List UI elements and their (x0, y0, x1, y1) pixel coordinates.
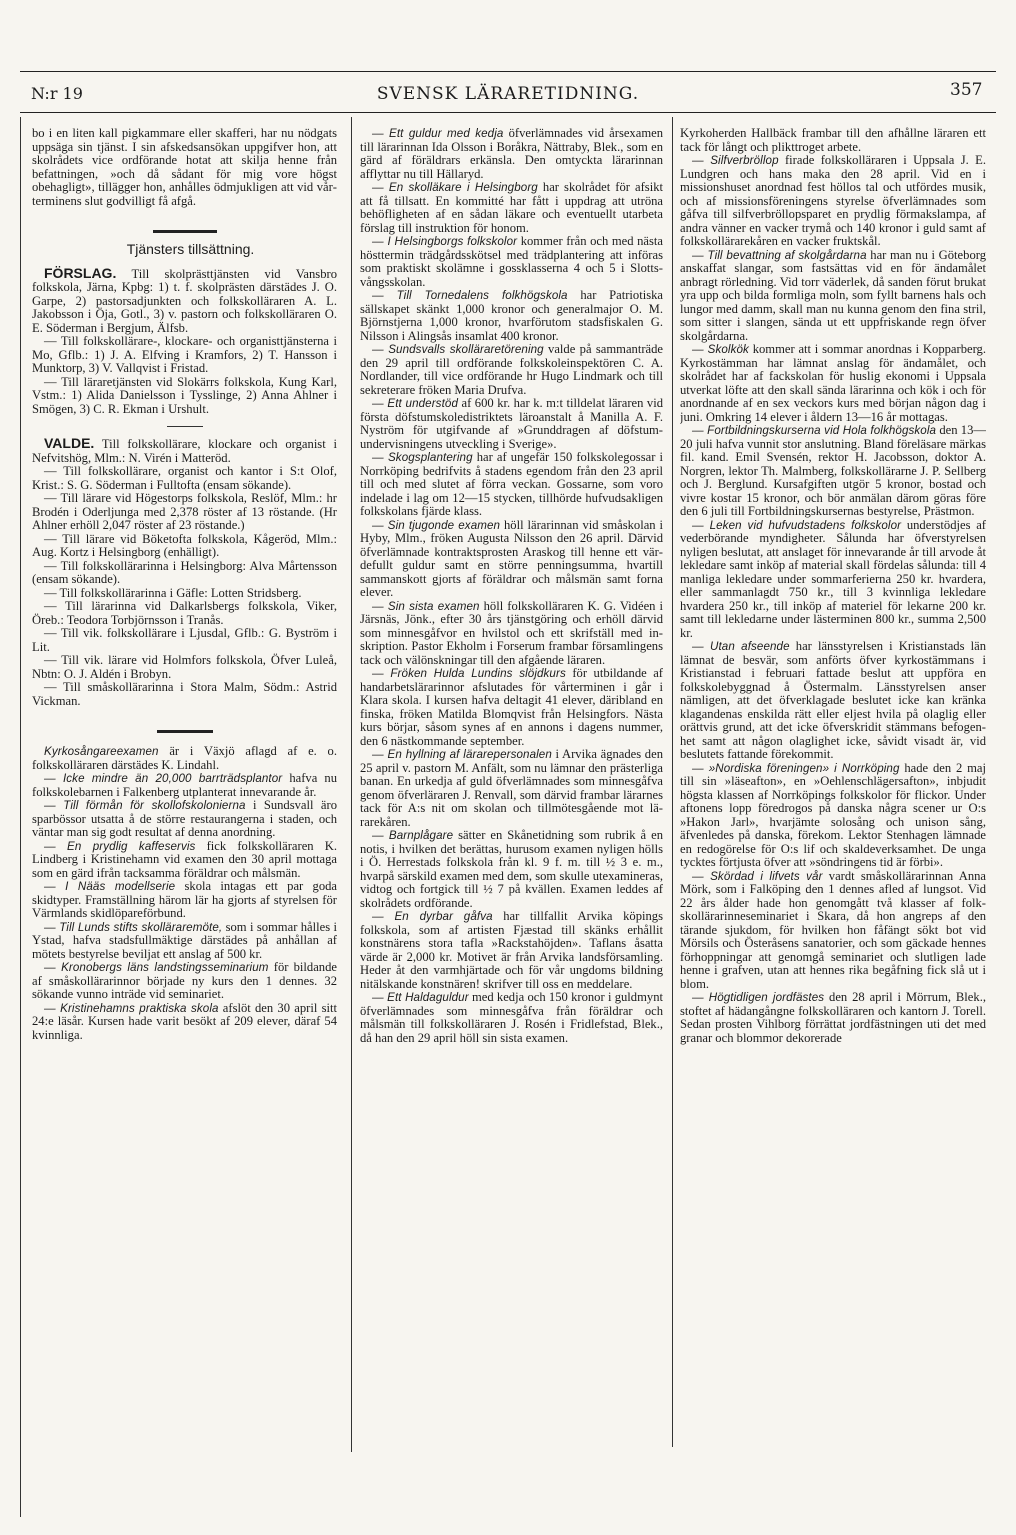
news-item-lead: — En skolläkare i Helsingborg (372, 181, 538, 194)
news-item (360, 181, 663, 235)
news-item (32, 1002, 337, 1043)
news-item (360, 343, 663, 397)
valde-text-5: — Till folkskollärarinna i Helsingborg: Alva Mårtensson (ensam sökande). (32, 558, 337, 586)
news-item (360, 289, 663, 343)
news-item-lead: — Ett guldur med kedja (372, 127, 504, 140)
news-item (360, 991, 663, 1045)
news-item-lead: — Kristinehamns praktiska skola (44, 1001, 219, 1015)
news-item (360, 127, 663, 181)
news-item (680, 424, 986, 519)
news-item (680, 249, 986, 344)
news-item (32, 921, 337, 962)
masthead-title: SVENSK LÄRARETIDNING. (376, 84, 640, 104)
news-item-lead: — En hyllning af lärarepersonalen (372, 748, 552, 761)
news-item-lead: — Sundsvalls skolläraretörening (372, 343, 544, 356)
column-3 (680, 127, 986, 1452)
news-item-text: af 600 kr. har k. m:t tilldelat läraren vid första döfstumskoledistriktets läroanstalt å Manilla A. F. Nyström för utgifvande af »Grunddragen af döfstumundervisningens utveckling i Sverige». (360, 396, 663, 451)
news-list-col1 (32, 745, 337, 1042)
news-item-lead: — I Helsingborgs folkskolor (372, 235, 518, 248)
news-item-lead: — Sin sista examen (372, 599, 480, 613)
valde-heading: VALDE. (44, 435, 95, 451)
news-item-lead: — Till Tornedalens folkhögskola (372, 289, 568, 302)
news-item (680, 870, 986, 992)
news-item-lead: — Fröken Hulda Lundins slöjdkurs (372, 667, 566, 680)
valde-text-8: — Till vik. folkskollärare i Ljusdal, Gflb.: G. Byström i Lit. (32, 626, 337, 654)
valde-text-1: Till folkskollärare, klockare och organist i Nefvitshög, Mlm.: N. Virén i Matteröd. (32, 437, 337, 465)
news-item-lead: — »Nordiska föreningen» i Norrköping (692, 761, 900, 775)
news-item (32, 961, 337, 1002)
news-item (360, 397, 663, 451)
news-item-text: understödjes af vederbörande myndigheter. Sålunda har öfverstyrelsen nyligen beslutat, att anslaget för innevarande år till arvode åt lekledare samt inköp af material skall fördelas sålunda: till 4 manliga lekledare under sommarferierna 250 kr. hvardera, eller sammanlagdt 750 kr., till 3 kvinnliga lekledare hvardera 250 kr., till inköp af materiel för lekarne 200 kr. samt till lekledarne under lästerminen 800 kr., summa 2,500 kr. (680, 517, 986, 640)
news-item-lead: — En dyrbar gåfva (372, 910, 493, 923)
valde-text-2: — Till folkskollärare, organist och kantor i S:t Olof, Krist.: S. G. Söderman i Fulltofta (ensam sökande). (32, 464, 337, 492)
news-item (32, 745, 337, 772)
valde-text-10: — Till småskollärarinna i Stora Malm, Södm.: Astrid Vickman. (32, 680, 337, 708)
news-item (360, 600, 663, 668)
news-item-text: har af ungefär 150 folkskolegossar i Norrköping bedrifvits å stadens egendom från den 23 april till och med slutet af förra veckan. Gossarne, som voro indelade i lag om 12—15 stycken, tillhörde hufvudsakligen folkskolans fjärde klass. (360, 450, 663, 518)
valde-text-3: — Till lärare vid Högestorps folkskola, Reslöf, Mlm.: hr Brodén i Oderljunga med 2,378 röster af 13 röstande. (Hr Ahlner erhöll 2,047 röster af 23 röstande.) (32, 491, 337, 532)
news-item (680, 640, 986, 762)
header-rule (20, 112, 996, 113)
news-item-lead: — En prydlig kaffeservis (44, 839, 196, 853)
top-rule (20, 71, 996, 72)
news-item-text: kommer att i sommar anordnas i Kopparberg. Kyrkostämman har lämnat anslag för ändamålet, och skolrådet har af fackskolan för huslig ekonomi i Uppsala utverkat löfte att den skall sända lärarinna och kök i och för anordnande af en sex veckors kurs med början någon dag i juni. Omkring 14 elever i åldern 13—16 år mottagas. (680, 342, 986, 424)
news-item (360, 910, 663, 991)
news-item-text: med kedja och 150 kronor i guldmynt öfverlämnades som minnesgåfva från föräldrar och målsmän till folkskolläraren J. Rosén i Fridlefstad, Blek., då han den 29 april höll sin sista examen. (360, 990, 663, 1045)
section-title: Tjänsters tillsättning. (126, 241, 255, 257)
news-item-text: fick folkskolläraren K. Lindberg i Kristinehamn vid examen den 30 april mottaga som en gärd ifrån tacksamma föräldrar och målsmän. (32, 838, 337, 880)
news-item-lead: Kyrkosångareexamen (44, 745, 159, 758)
news-item-lead: — Till förmån för skollofskolonierna (44, 799, 246, 812)
news-item-text: har Patriotiska sällskapet skänkt 1,000 kronor och generalmajor O. M. Björnstjerna 1,000 kronor, hvarförutom stadsfiskalen G. Nilsson i Alingsås insamlat 400 kronor. (360, 288, 663, 343)
news-item (32, 772, 337, 799)
news-item-lead: — Ett understöd (372, 397, 458, 410)
news-item-lead: — Barnplågare (372, 829, 454, 842)
forslag-heading: FÖRSLAG. (44, 264, 117, 281)
issue-number: N:r 19 (31, 84, 83, 103)
news-item-text: vardt småskollärarinnan Anna Mörk, som i Falköping den 1 dennes afled af lungsot. Vid 22 års ålder hade hon genomgått två klasser af folkskollärarinneseminariet i Skara, då hon angreps af den tärande sjukdom, för hvilken hon fåfängt sökt bot vid Mörsils och Österåsens sanatorier, och som gäckade hennes förhoppningar att genomgå seminariet och slutligen lade henne i grafven, utan att hennes rika begåfning fick slå ut i blom. (680, 868, 986, 991)
news-item (360, 748, 663, 829)
news-item (680, 762, 986, 870)
news-item (360, 519, 663, 600)
news-item (360, 235, 663, 289)
news-item-text: har länsstyrelsen i Kristianstads län lämnat de besvär, som anförts öfver kyrkostämmans i Kristianstad i februari fattade beslut att uppföra en folkskolebyggnad å Östermalm. Länsstyrelsen anser nämligen, att det öfverklagade beslutet icke kan kränka klagandenas enskilda rätt eller eljest hvila på olaglig eller orättvis grund, att det icke öfverskridit stämmans befogenhet samt att någon olaglighet icke, såvidt visadt är, vid beslutets fattande förekommit. (680, 639, 986, 761)
news-item-text: hade den 2 maj till sin »läseafton», en »Oehlenschlägersafton», inbjudit högsta klassen af Norrköpings folkskolor för flickor. Under aftonens lopp föredrogos på danska några scener ur O:s »Hakon Jarl», hvarjämte solosång och unison sång, äfvenledes på danska, förekom. Lektor Stenhagen lämnade en redogörelse för O:s lif och skaldeverksamhet. De unga tycktes förtjusta öfver att »söndringens tid är förbi». (680, 760, 986, 869)
news-item (680, 127, 986, 154)
forslag-text-1: Till skolprästtjänsten vid Vansbro folkskola, Järna, Kpbg: 1) t. f. skolprästen därstädes J. O. Garpe, 2) pastorsadjunkten och folkskolläraren A. L. Jakobsson i Öja, Gotl., 3) v. pastorn och folkskolläraren O. E. Söderman i Bergjum, Älfsb. (32, 266, 337, 335)
news-item-text: som i sommar hålles i Ystad, hafva stadsfullmäktige därstädes på anhållan af mötets bestyrelse beviljat ett anslag af 500 kr. (32, 919, 337, 961)
news-item-text: har man nu i Göteborg anskaffat slangar, som fastsättas vid en för ändamålet anbragt rörledning. Vid torr väderlek, då sanden förut brukat yra upp och bilda formliga moln, som fyllt barnens hals och lungor med damm, skall man nu kunna genom den fina stril, som sitter i slangen, sända ut ett uppfriskande regn öfver skolgårdarna. (680, 247, 986, 343)
news-item (360, 451, 663, 519)
news-item-text: afslöt den 30 april sitt 24:e läsår. Kursen hade varit besökt af 209 elever, däraf 54 kvinnliga. (32, 1000, 337, 1042)
news-item-lead: — Till Lunds stifts skolläraremöte, (44, 920, 223, 934)
news-item-text: hafva nu folkskolebarnen i Falkenberg utplanterat innevarande år. (32, 771, 337, 799)
news-item-lead: — Utan afseende (692, 640, 790, 653)
news-item-text: den 13—20 juli hafva vunnit stor anslutning. Bland föreläsare märkas fil. kand. Emil Svensén, rektor H. Jacobsson, doktor A. Norgren, lektor Th. Malmberg, folkskollärarne J. P. Sellberg och J. Berglund. Kursafgiften utgör 5 kronor, bostad och vivre kostar 15 kronor, och bör anmälan därom göras före den 6 juli till Fortbildningskursernas bestyrelse, Prästmon. (680, 423, 986, 518)
news-item-lead: — Skogsplantering (372, 451, 473, 464)
forslag-text-2: — Till folkskollärare-, klockare- och organisttjänsterna i Mo, Gflb.: 1) J. A. Elfving i Kramfors, 2) T. Hansson i Munktorp, 3) V. Vallqvist i Fristad. (32, 334, 337, 375)
column-2 (360, 127, 663, 1452)
news-item-text: öfverlämnades vid årsexamen till lärarinnan Ida Olsson i Boråkra, Nättraby, Blek., som en gärd af föräldrars erkänsla. Den omtyckta lärarinnan afflyttar nu till Hällaryd. (360, 127, 663, 181)
news-item-text: firade folkskolläraren i Uppsala J. E. Lundgren och hans maka den 28 april. Vid en i missionshuset anordnad fest höllos tal och utfördes musik, och af missionsföreningens styrelse öfverlämnades som gåfva till silfverbröllopsparet en prydlig förmakslampa, af andra vänner en vacker trymå och 140 kronor i guld samt af folkskollärarekåren en vacker fruktskål. (680, 153, 986, 248)
news-item-lead: — Högtidligen jordfästes (692, 991, 825, 1004)
news-item-lead: — Ett Haldaguldur (372, 991, 469, 1004)
news-item-lead: — Till bevattning af skolgårdarna (692, 248, 867, 262)
valde-text-4: — Till lärare vid Böketofta folkskola, Kågeröd, Mlm.: Aug. Kortz i Helsingborg (enhälligt). (32, 531, 337, 559)
news-item-text: har skolrådet för afsikt att få tillsatt. En kommitté har fått i uppdrag att utröna behöfligheten af en sådan läkare och eventuellt utarbeta förslag till instruktion för honom. (360, 180, 663, 235)
news-item-text: har tillfallit Arvika köpings folkskola, som af artisten Fjæstad till skänks erhållit konstnärens stora tafla »Rackstahöjden». Taflans åsatta värde är 2,000 kr. Motivet är från Arvika landsförsamling. Heder åt den varmhjärtade och för vår ungdoms bildning nitälskande konstnären! skrifver till oss en meddelare. (360, 909, 663, 991)
column-divider-2 (672, 117, 673, 1447)
news-item-lead: — Skolkök (692, 343, 749, 356)
news-item (32, 799, 337, 840)
news-item-text: skola intagas ett par goda skidtyper. Framställning härom lär ha gjorts af styrelsen för Värmlands skidlöpareförbund. (32, 879, 337, 920)
news-item (32, 880, 337, 921)
news-item-lead: — Sin tjugonde examen (372, 518, 501, 532)
news-item (680, 991, 986, 1045)
news-item-lead: — Skördad i lifvets vår (692, 869, 823, 883)
news-item-text: är i Växjö aflagd af e. o. folkskolläraren därstädes K. Lindahl. (32, 744, 337, 772)
news-item-text: Kyrkoherden Hallbäck frambar till den afhållne läraren ett tack för långt och plikttroget arbete. (680, 127, 986, 154)
news-item (680, 154, 986, 249)
valde-text-7: — Till lärarinna vid Dalkarlsbergs folkskola, Viker, Öreb.: Teodora Torbjörnsson i Tranås. (32, 599, 337, 627)
news-item-text: höll lärarinnan vid småskolan i Hyby, Mlm., fröken Augusta Nilsson den 26 april. Därvid öfverlämnade kontraktsprosten Araskog till henne ett värdefullt guldur samt en större penningsumma, hvartill sammanskott gjorts af föräldrar och målsmän samt forna elever. (360, 517, 663, 599)
news-item-lead: — I Nääs modellserie (44, 880, 176, 893)
news-item (360, 829, 663, 910)
valde-text-9: — Till vik. lärare vid Holmfors folkskola, Öfver Luleå, Nbtn: O. J. Aldén i Brobyn. (32, 653, 337, 681)
column-1 (32, 127, 337, 1457)
news-item (680, 519, 986, 641)
left-border (20, 117, 21, 1517)
news-item-text: i Sundsvall äro sparbössor utsatta å de större restaurangerna i staden, och väntar man sig godt resultat af denna anordning. (32, 798, 337, 839)
news-item-lead: — Icke mindre än 20,000 barrträdsplantor (44, 772, 283, 785)
column-divider-1 (351, 117, 352, 1452)
news-item (680, 343, 986, 424)
news-item-text: sätter en Skånetidning som rubrik å en notis, i hvilken det berättas, hurusom examen nyligen hölls i Ö. Herrestads folkskola från kl. 9 f. m. till ½ 3 e. m., hvarpå särskild examen med dem, som skulle utexamineras, vidtog och fortgick till ½ 7 på kvällen. Examen leddes af skolrådets ordförande. (360, 828, 663, 910)
news-item-lead: — Fortbildningskurserna vid Hola folkhögskola (692, 424, 937, 437)
news-item-text: i Arvika ägnades den 25 april v. pastorn M. Anfält, som nu lämnar den prästerliga banan. En urkedja af guld öfverlämnades som minnesgåfva genom öfverläraren J. Renvall, som därvid frambar lärarnes tack för A:s nit om skolan och tillmötesgående mot lärarekåren. (360, 747, 663, 829)
news-item-text: för bildande af småskollärarinnor började ny kurs den 1 dennes. 32 sökande vunno inträde vid seminariet. (32, 960, 337, 1001)
news-item (32, 840, 337, 881)
news-item-text: kommer från och med nästa hösttermin trädgårdsskötsel med trädplantering att införas som praktiskt skolämne i gossklasserna 4 och 5 i Slottsvångsskolan. (360, 234, 663, 289)
news-item-text: höll folkskolläraren K. G. Vidéen i Järsnäs, Jönk., efter 30 års tjänstgöring och erhöll därvid som minnesgåfvor en hvilstol och ett skrifställ med inskription. Pastor Ekholm i Forserum frambar församlingens tack och välönskningar till den afgående läraren. (360, 598, 663, 667)
news-item-text: för utbildande af handarbetslärarinnor afslutades för vårterminen i går i Klara skola. I kursen hafva deltagit 41 elever, däribland en finska, fröken Matilda Blomqvist från Helsingfors. Nästa kurs börjar, såsom synes af en annons i dagens nummer, den 6 nästkommande september. (360, 666, 663, 748)
forslag-text-3: — Till läraretjänsten vid Slokärrs folkskola, Kung Karl, Vstm.: 1) Alida Danielsson i Tysslinge, 2) Anna Ahlner i Smögen, 3) C. R. Ekman i Urshult. (32, 374, 337, 416)
page-number: 357 (950, 80, 983, 100)
news-item-lead: — Silfverbröllop (692, 154, 779, 167)
news-item (360, 667, 663, 748)
news-item-text: den 28 april i Mörrum, Blek., stoftet af hädangångne folkskolläraren och kantorn J. Torell. Sedan prosten Vihlborg förrättat jordfästningen uti det med granar och blommor dekorerade (680, 990, 986, 1045)
news-item-text: valde på sammanträde den 29 april till ordförande folkskoleinspektören C. A. Nordlander, till vice ordförande hr Hugo Lindmark och till sekreterare fröken Maria Drufva. (360, 342, 663, 397)
news-item-lead: — Leken vid hufvudstadens folkskolor (692, 518, 902, 532)
valde-text-6: — Till folkskollärarinna i Gäfle: Lotten Stridsberg. (44, 585, 302, 600)
news-item-lead: — Kronobergs läns landstingsseminarium (44, 961, 269, 974)
intro-paragraph: bo i en liten kall pigkammare eller skafferi, har nu nödgats uppsäga sin tjänst. I sin afskedsansökan uppgifver hon, att skolrådets vice ordförande hotat att skilja henne från befattningen, »och då sådant för mig vore högst obehagligt», tillägger hon, anhålles ödmjukligen att vid vårterminens slut godvilligt få afgå. (32, 127, 337, 208)
